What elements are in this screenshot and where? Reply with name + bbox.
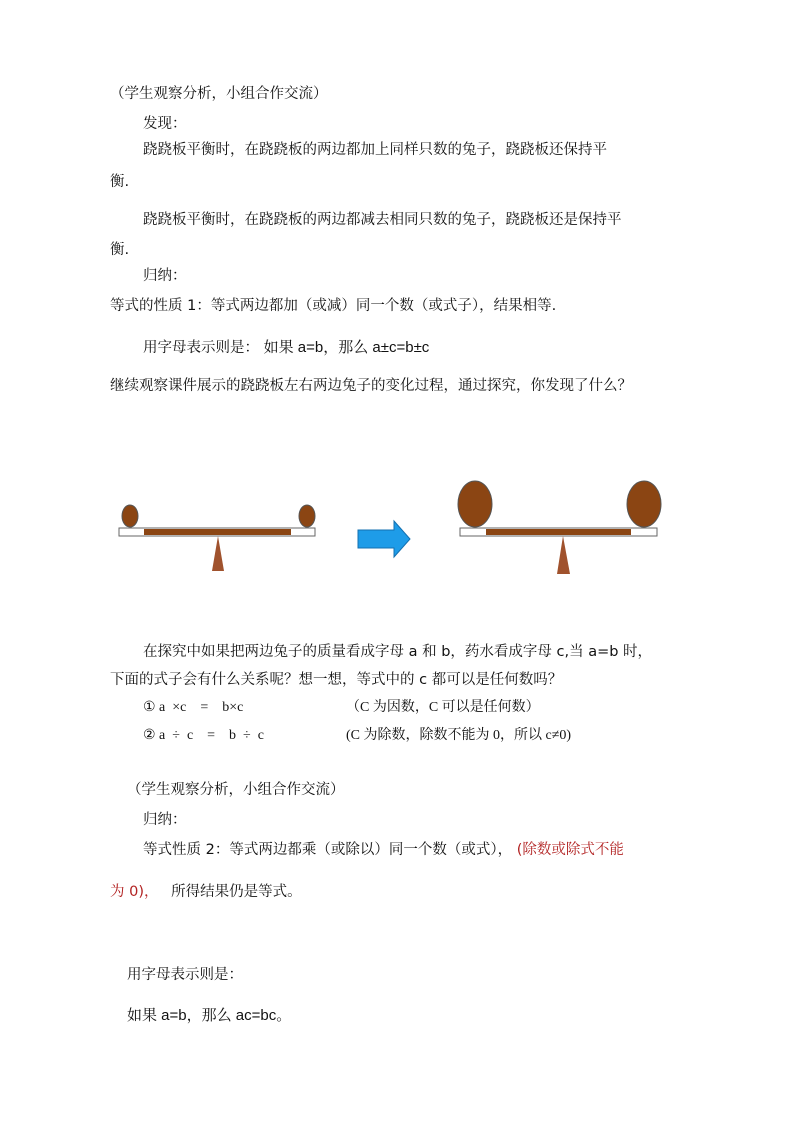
right-arrow-icon [358,521,410,557]
equality-property-2-line-2 [110,882,302,902]
continue-observe: 继续观察课件展示的跷跷板左右两边兔子的变化过程，通过探究，你发现了什么？ [110,378,632,394]
seesaw-left-fulcrum [212,536,224,571]
equality-property-1: 等式的性质 1：等式两边都加（或减）同一个数（或式子），结果相等. [110,298,557,314]
letters-1-formula: 如果 a=b，那么 a±c=b±c [263,339,430,356]
rabbit-right-small [299,505,315,527]
seesaw-right-plank [486,529,631,535]
finding-2-line-2: 衡. [110,242,130,258]
finding-1-line-1: 跷跷板平衡时，在跷跷板的两边都加上同样只数的兔子，跷跷板还保持平 [143,142,607,158]
summary-label-1: 归纳： [143,268,187,284]
property-2-condition-end: 为 0)， [110,884,159,900]
explore-line-2: 下面的式子会有什么关系呢？想一想，等式中的 c 都可以是任何数吗？ [110,672,563,688]
property-2-main: 等式性质 2：等式两边都乘（或除以）同一个数（或式）， [143,842,513,858]
equation-1: ① a ×c = b×c [143,700,244,715]
found-label: 发现： [143,116,187,132]
equation-1-note: （C 为因数，C 可以是任何数） [346,700,540,715]
equation-2-note: (C 为除数，除数不能为 0，所以 c≠0) [346,728,572,743]
property-2-condition: (除数或除式不能 [516,842,624,858]
discussion-note-2: （学生观察分析，小组合作交流） [127,782,345,798]
summary-label-2: 归纳： [143,812,187,828]
finding-1-line-2: 衡. [110,174,130,190]
equation-2: ② a ÷ c = b ÷ c [143,728,264,743]
letters-1-prefix: 用字母表示则是： [143,340,259,356]
rabbit-right-large [627,481,661,527]
seesaw-right [458,481,661,574]
rabbit-left-small [122,505,138,527]
equality-property-2-line-1 [143,840,624,860]
finding-2-line-1: 跷跷板平衡时，在跷跷板的两边都减去相同只数的兔子，跷跷板还是保持平 [143,212,622,228]
explore-line-1: 在探究中如果把两边兔子的质量看成字母 a 和 b，药水看成字母 c,当 a=b 时， [143,644,653,660]
discussion-note-1: （学生观察分析，小组合作交流） [110,86,328,102]
seesaw-right-fulcrum [557,536,570,574]
rabbit-left-large [458,481,492,527]
seesaw-left-plank [144,529,291,535]
letters-line-2: 用字母表示则是： [127,967,243,983]
seesaw-left [119,505,315,571]
property-2-result: 所得结果仍是等式。 [171,884,302,900]
letters-2-formula: 如果 a=b，那么 ac=bc。 [127,1007,292,1024]
